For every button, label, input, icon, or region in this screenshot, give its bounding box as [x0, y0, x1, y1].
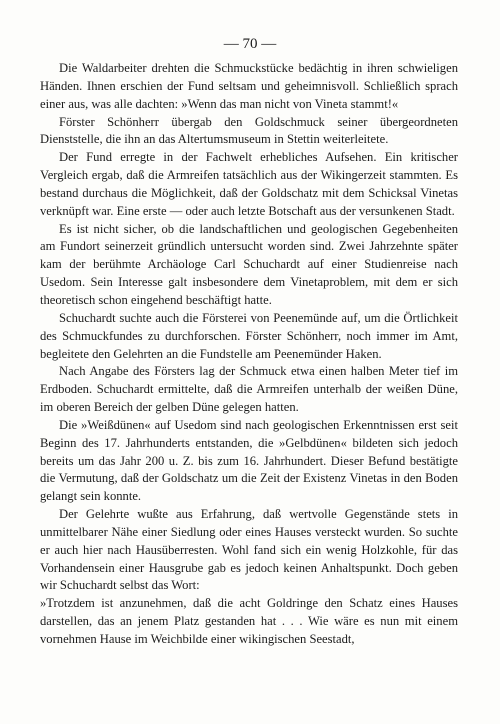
paragraph-3: Der Fund erregte in der Fachwelt erhebliches Aufsehen. Ein kritischer Vergleich ergab, daß die Armreifen tatsächlich aus der Wikingerzeit stammten. Es bestand durchaus die Möglichkeit, daß der Goldschatz mit dem Schicksal Vinetas verknüpft war. Eine erste — oder auch letzte Botschaft aus der versunkenen Stadt.	[40, 150, 458, 218]
paragraph-5: Schuchardt suchte auch die Försterei von Peenemünde auf, um die Örtlichkeit des Schmuckfundes zu durchforschen. Förster Schönherr, noch immer im Amt, begleitete den Gelehrten an die Fundstelle am Peenemünder Haken.	[40, 310, 458, 361]
paragraph-8: Der Gelehrte wußte aus Erfahrung, daß wertvolle Gegenstände stets in unmittelbarer Nähe einer Siedlung oder eines Hauses versteckt wurden. So suchte er auch hier nach Hausüberresten. Wohl fand sich ein wenig Holzkohle, für das Vorhandensein einer Hausgrube gab es jedoch keinen Anhaltspunkt. Doch geben wir Schuchardt selbst das Wort:	[40, 507, 458, 593]
paragraph-7: Die »Weißdünen« auf Usedom sind nach geologischen Erkenntnissen erst seit Beginn des 17. Jahrhunderts entstanden, die »Gelbdünen« bildeten sich jedoch bereits um das Jahr 200 u. Z. bis zum 16. Jahrhundert. Dieser Befund bestätigte die Vermutung, daß der Goldschatz um die Zeit der Existenz Vinetas in den Boden gelangt sein konnte.	[40, 417, 458, 504]
quote-paragraph: »Trotzdem ist anzunehmen, daß die acht Goldringe den Schatz eines Hauses darstellen, das an jenem Platz gestanden hat . . . Wie wäre es nun mit einem vornehmen Hause im Weichbilde einer wikingischen Seestadt,	[40, 596, 458, 646]
paragraph-6: Nach Angabe des Försters lag der Schmuck etwa einen halben Meter tief im Erdboden. Schuchardt ermittelte, daß die Armreifen unterhalb der weißen Düne, im oberen Bereich der gelben Düne gelegen hatten.	[40, 364, 458, 415]
paragraph-1: Die Waldarbeiter drehten die Schmuckstücke bedächtig in ihren schwieligen Händen. Ihnen erschien der Fund seltsam und geheimnisvoll. Schließlich sprach einer aus, was alle dachten: »Wenn das man nicht von Vineta stammt!«	[40, 61, 458, 111]
page-number: — 70 —	[223, 36, 277, 52]
paragraph-2: Förster Schönherr übergab den Goldschmuck seiner übergeordneten Dienststelle, die ihn an das Altertumsmuseum in Stettin weiterleitete.	[40, 114, 458, 147]
paragraph-4: Es ist nicht sicher, ob die landschaftlichen und geologischen Gegebenheiten am Fundort seinerzeit gründlich untersucht worden sind. Zwei Jahrzehnte später kam der berühmte Archäologe Carl Schuchardt auf einer Studienreise nach Usedom. Sein Interesse galt insbesondere dem Vinetaproblem, mit dem er sich theoretisch schon eingehend beschäftigt hatte.	[40, 221, 458, 307]
body-text	[40, 60, 458, 649]
